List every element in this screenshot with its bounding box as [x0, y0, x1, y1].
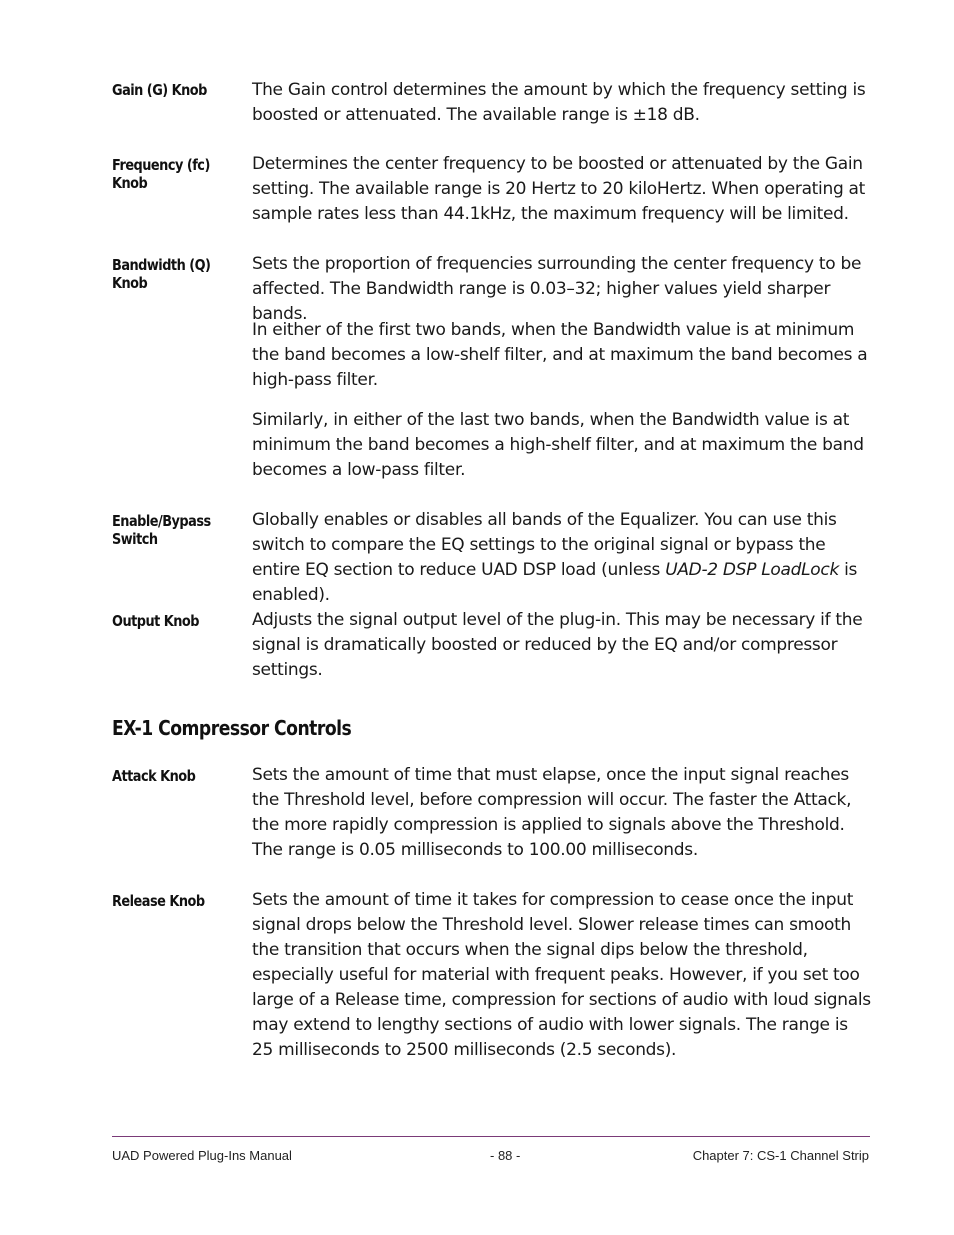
desc-release-knob: Sets the amount of time it takes for compression to cease once the input signal drops below the Threshold level. Slower release times can smooth the transition that occurs when the signal dips below the threshold, especially useful for material with frequent peaks. However, if you set too large of a Release time, compression for sections of audio with loud signals may extend to lengthy sections of audio with lower signals. The range is 25 milliseconds to 2500 milliseconds (2.5 seconds).	[252, 890, 871, 1060]
desc-enable-bypass-switch	[252, 508, 872, 608]
term-enable-bypass-switch: Enable/Bypass Switch	[112, 512, 211, 548]
desc-output-knob: Adjusts the signal output level of the plug-in. This may be necessary if the signal is dramatically boosted or reduced by the EQ and/or compressor settings.	[252, 610, 863, 680]
desc-attack-knob: Sets the amount of time that must elapse, once the input signal reaches the Threshold level, before compression will occur. The faster the Attack, the more rapidly compression is applied to signals above the Threshold. The range is 0.05 milliseconds to 100.00 milliseconds.	[252, 765, 852, 860]
term-gain-knob: Gain (G) Knob	[112, 81, 207, 99]
term-output-knob: Output Knob	[112, 612, 199, 630]
section-heading: EX-1 Compressor Controls	[112, 716, 352, 740]
footer-manual-title: UAD Powered Plug-Ins Manual	[112, 1148, 292, 1163]
footer-chapter: Chapter 7: CS-1 Channel Strip	[692, 1148, 869, 1163]
desc-bandwidth-knob-p3: Similarly, in either of the last two bands, when the Bandwidth value is at minimum the band becomes a high-shelf filter, and at maximum the band becomes a low-pass filter.	[252, 410, 864, 480]
desc-gain-knob: The Gain control determines the amount by which the frequency setting is boosted or attenuated. The available range is ±18 dB.	[252, 80, 866, 125]
desc-enable-bypass-tail: is enabled).	[252, 560, 858, 605]
desc-bandwidth-knob-p2: In either of the first two bands, when the Bandwidth value is at minimum the band becomes a low-shelf filter, and at maximum the band becomes a high-pass filter.	[252, 320, 868, 390]
footer-divider	[112, 1136, 870, 1137]
term-frequency-knob: Frequency (fc) Knob	[112, 156, 210, 192]
term-release-knob: Release Knob	[112, 892, 205, 910]
term-attack-knob: Attack Knob	[112, 767, 196, 785]
desc-bandwidth-knob-p1: Sets the proportion of frequencies surrounding the center frequency to be affected. The Bandwidth range is 0.03–32; higher values yield sharper bands.	[252, 254, 862, 324]
footer-page-number: - 88 -	[490, 1148, 521, 1163]
desc-frequency-knob: Determines the center frequency to be boosted or attenuated by the Gain setting. The available range is 20 Hertz to 20 kiloHertz. When operating at sample rates less than 44.1kHz, the maximum frequency will be limited.	[252, 154, 866, 224]
desc-enable-bypass-text: Globally enables or disables all bands of the Equalizer. You can use this switch to compare the EQ settings to the original signal or bypass the entire EQ section to reduce UAD DSP load (unless	[252, 510, 837, 580]
term-bandwidth-knob: Bandwidth (Q) Knob	[112, 256, 211, 292]
desc-enable-bypass-loadlock: UAD-2 DSP LoadLock	[665, 560, 840, 580]
